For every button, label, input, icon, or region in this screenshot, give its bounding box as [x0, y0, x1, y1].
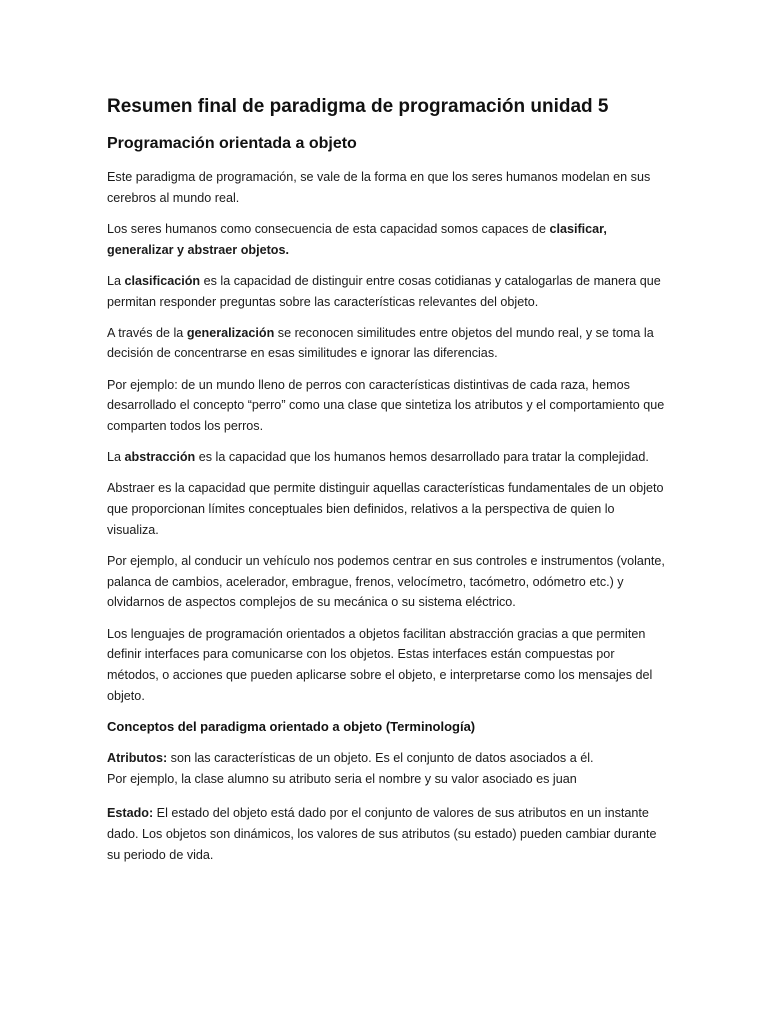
paragraph-languages: Los lenguajes de programación orientados a objetos facilitan abstracción gracias a que permiten definir interfaces para comunicarse con los objetos. Estas interfaces están compuestas por métodos, o acciones que pueden aplicarse sobre el objeto, e interpretarse como los mensajes del objeto. — [107, 626, 653, 703]
paragraph-capacities — [107, 219, 667, 260]
document-content — [107, 94, 667, 876]
paragraph-capacities-bold: clasificar, generalizar y abstraer objetos. — [107, 221, 607, 257]
paragraph-atributos — [107, 748, 667, 769]
abstraction-pre: La — [107, 450, 125, 465]
paragraph-dog-example: Por ejemplo: de un mundo lleno de perros con características distintivas de cada raza, hemos desarrollado el concepto “perro” como una clase que sintetiza los atributos y el comportamiento que comparten todos los perros. — [107, 377, 665, 434]
generalization-pre: A través de la — [107, 325, 187, 340]
paragraph-classification — [107, 271, 667, 312]
paragraph-abstract-definition: Abstraer es la capacidad que permite distinguir aquellas características fundamentales de un objeto que proporcionan límites conceptuales bien definidos, relativos a la perspectiva de quien lo visualiza. — [107, 481, 664, 537]
abstraction-term: abstracción — [124, 450, 196, 465]
atributos-term: Atributos: — [107, 750, 168, 765]
section-heading-concepts: Conceptos del paradigma orientado a objeto (Terminología) — [107, 718, 476, 734]
paragraph-estado — [107, 803, 667, 865]
estado-text: El estado del objeto está dado por el conjunto de valores de sus atributos en un instante dado. Los objetos son dinámicos, los valores de sus atributos (su estado) pueden cambiar durante su periodo de vida. — [107, 806, 657, 862]
classification-pre: La — [107, 273, 125, 288]
estado-term: Estado: — [107, 806, 154, 821]
document-subtitle: Programación orientada a objeto — [107, 135, 357, 152]
generalization-post: se reconocen similitudes entre objetos del mundo real, y se toma la decisión de concentrarse en esas similitudes e ignorar las diferencias. — [107, 325, 654, 361]
paragraph-vehicle-example: Por ejemplo, al conducir un vehículo nos podemos centrar en sus controles e instrumentos (volante, palanca de cambios, acelerador, embrague, frenos, velocímetro, tacómetro, odómetro etc.) y olvidarnos de aspectos complejos de su mecánica o su sistema eléctrico. — [107, 554, 665, 610]
classification-post: es la capacidad de distinguir entre cosas cotidianas y catalogarlas de manera que permitan responder preguntas sobre las características relevantes del objeto. — [107, 273, 661, 309]
paragraph-capacities-text: Los seres humanos como consecuencia de esta capacidad somos capaces de — [107, 221, 550, 236]
classification-term: clasificación — [124, 273, 201, 288]
paragraph-intro: Este paradigma de programación, se vale de la forma en que los seres humanos modelan en sus cerebros al mundo real. — [107, 170, 651, 205]
atributos-text: son las características de un objeto. Es el conjunto de datos asociados a él. — [167, 750, 594, 765]
abstraction-post: es la capacidad que los humanos hemos desarrollado para tratar la complejidad. — [195, 450, 649, 465]
paragraph-atributos-example: Por ejemplo, la clase alumno su atributo seria el nombre y su valor asociado es juan — [107, 771, 577, 786]
paragraph-generalization — [107, 323, 667, 364]
paragraph-abstraction — [107, 447, 667, 468]
document-title: Resumen final de paradigma de programación unidad 5 — [107, 96, 609, 117]
generalization-term: generalización — [186, 325, 275, 340]
